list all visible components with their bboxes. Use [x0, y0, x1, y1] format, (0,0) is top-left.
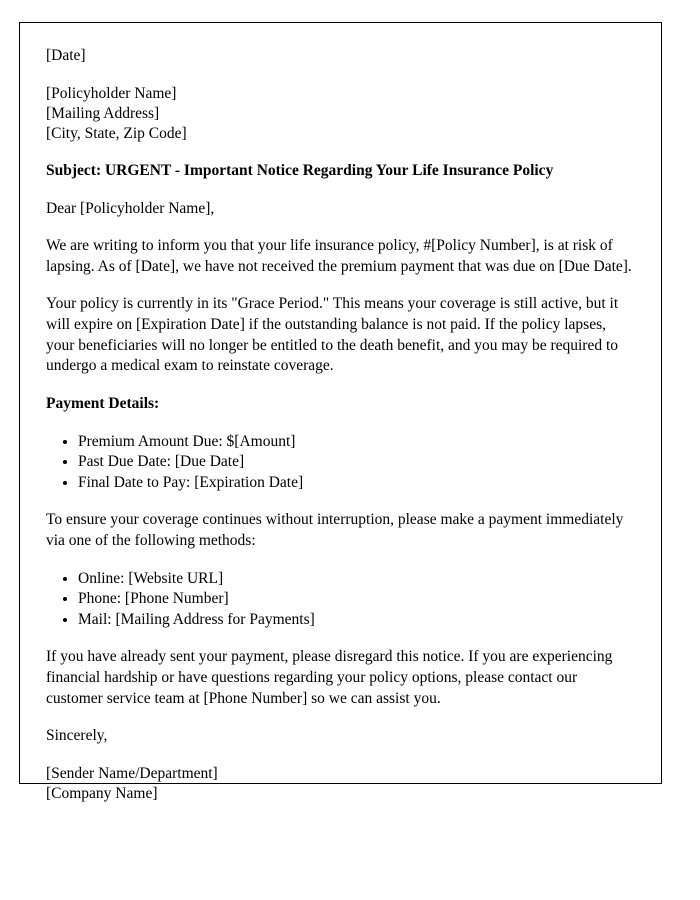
paragraph-payment-methods-intro: To ensure your coverage continues without interruption, please make a payment immediately via one of the following methods: — [46, 511, 624, 549]
payment-methods-list — [46, 569, 632, 631]
signature-block — [46, 764, 632, 804]
list-item: • Mail: [Mailing Address for Payments] — [78, 610, 632, 631]
paragraph-disregard-notice: If you have already sent your payment, please disregard this notice. If you are experiencing financial hardship or have questions regarding your policy options, please contact our customer service team at [Phone Number] so we can assist you. — [46, 648, 613, 707]
paragraph-grace-period: Your policy is currently in its "Grace Period." This means your coverage is still active, but it will expire on [Expiration Date] if the outstanding balance is not paid. If the policy lapses, your beneficiaries will no longer be entitled to the death benefit, and you may be required to undergo a medical exam to reinstate coverage. — [46, 295, 619, 375]
recipient-line: [City, State, Zip Code] — [46, 124, 187, 142]
signature-line: [Company Name] — [46, 784, 158, 802]
salutation: Dear [Policyholder Name], — [46, 199, 215, 217]
letter-content — [46, 46, 632, 821]
payment-details-list — [46, 432, 632, 494]
date-line: [Date] — [46, 47, 86, 64]
recipient-line: [Policyholder Name] — [46, 84, 177, 102]
signature-line: [Sender Name/Department] — [46, 764, 218, 782]
closing: Sincerely, — [46, 727, 108, 745]
payment-details-heading: Payment Details: — [46, 394, 160, 412]
list-item: • Final Date to Pay: [Expiration Date] — [78, 473, 632, 494]
subject-line: Subject: URGENT - Important Notice Regarding Your Life Insurance Policy — [46, 162, 554, 180]
list-item: • Premium Amount Due: $[Amount] — [78, 432, 632, 453]
recipient-line: [Mailing Address] — [46, 104, 160, 122]
list-item: • Phone: [Phone Number] — [78, 589, 632, 610]
paragraph-lapse-risk: We are writing to inform you that your life insurance policy, #[Policy Number], is at risk of lapsing. As of [Date], we have not received the premium payment that was due on [Due Date]. — [46, 237, 632, 275]
recipient-address-block — [46, 84, 632, 144]
list-item: • Online: [Website URL] — [78, 569, 632, 590]
list-item: • Past Due Date: [Due Date] — [78, 452, 632, 473]
